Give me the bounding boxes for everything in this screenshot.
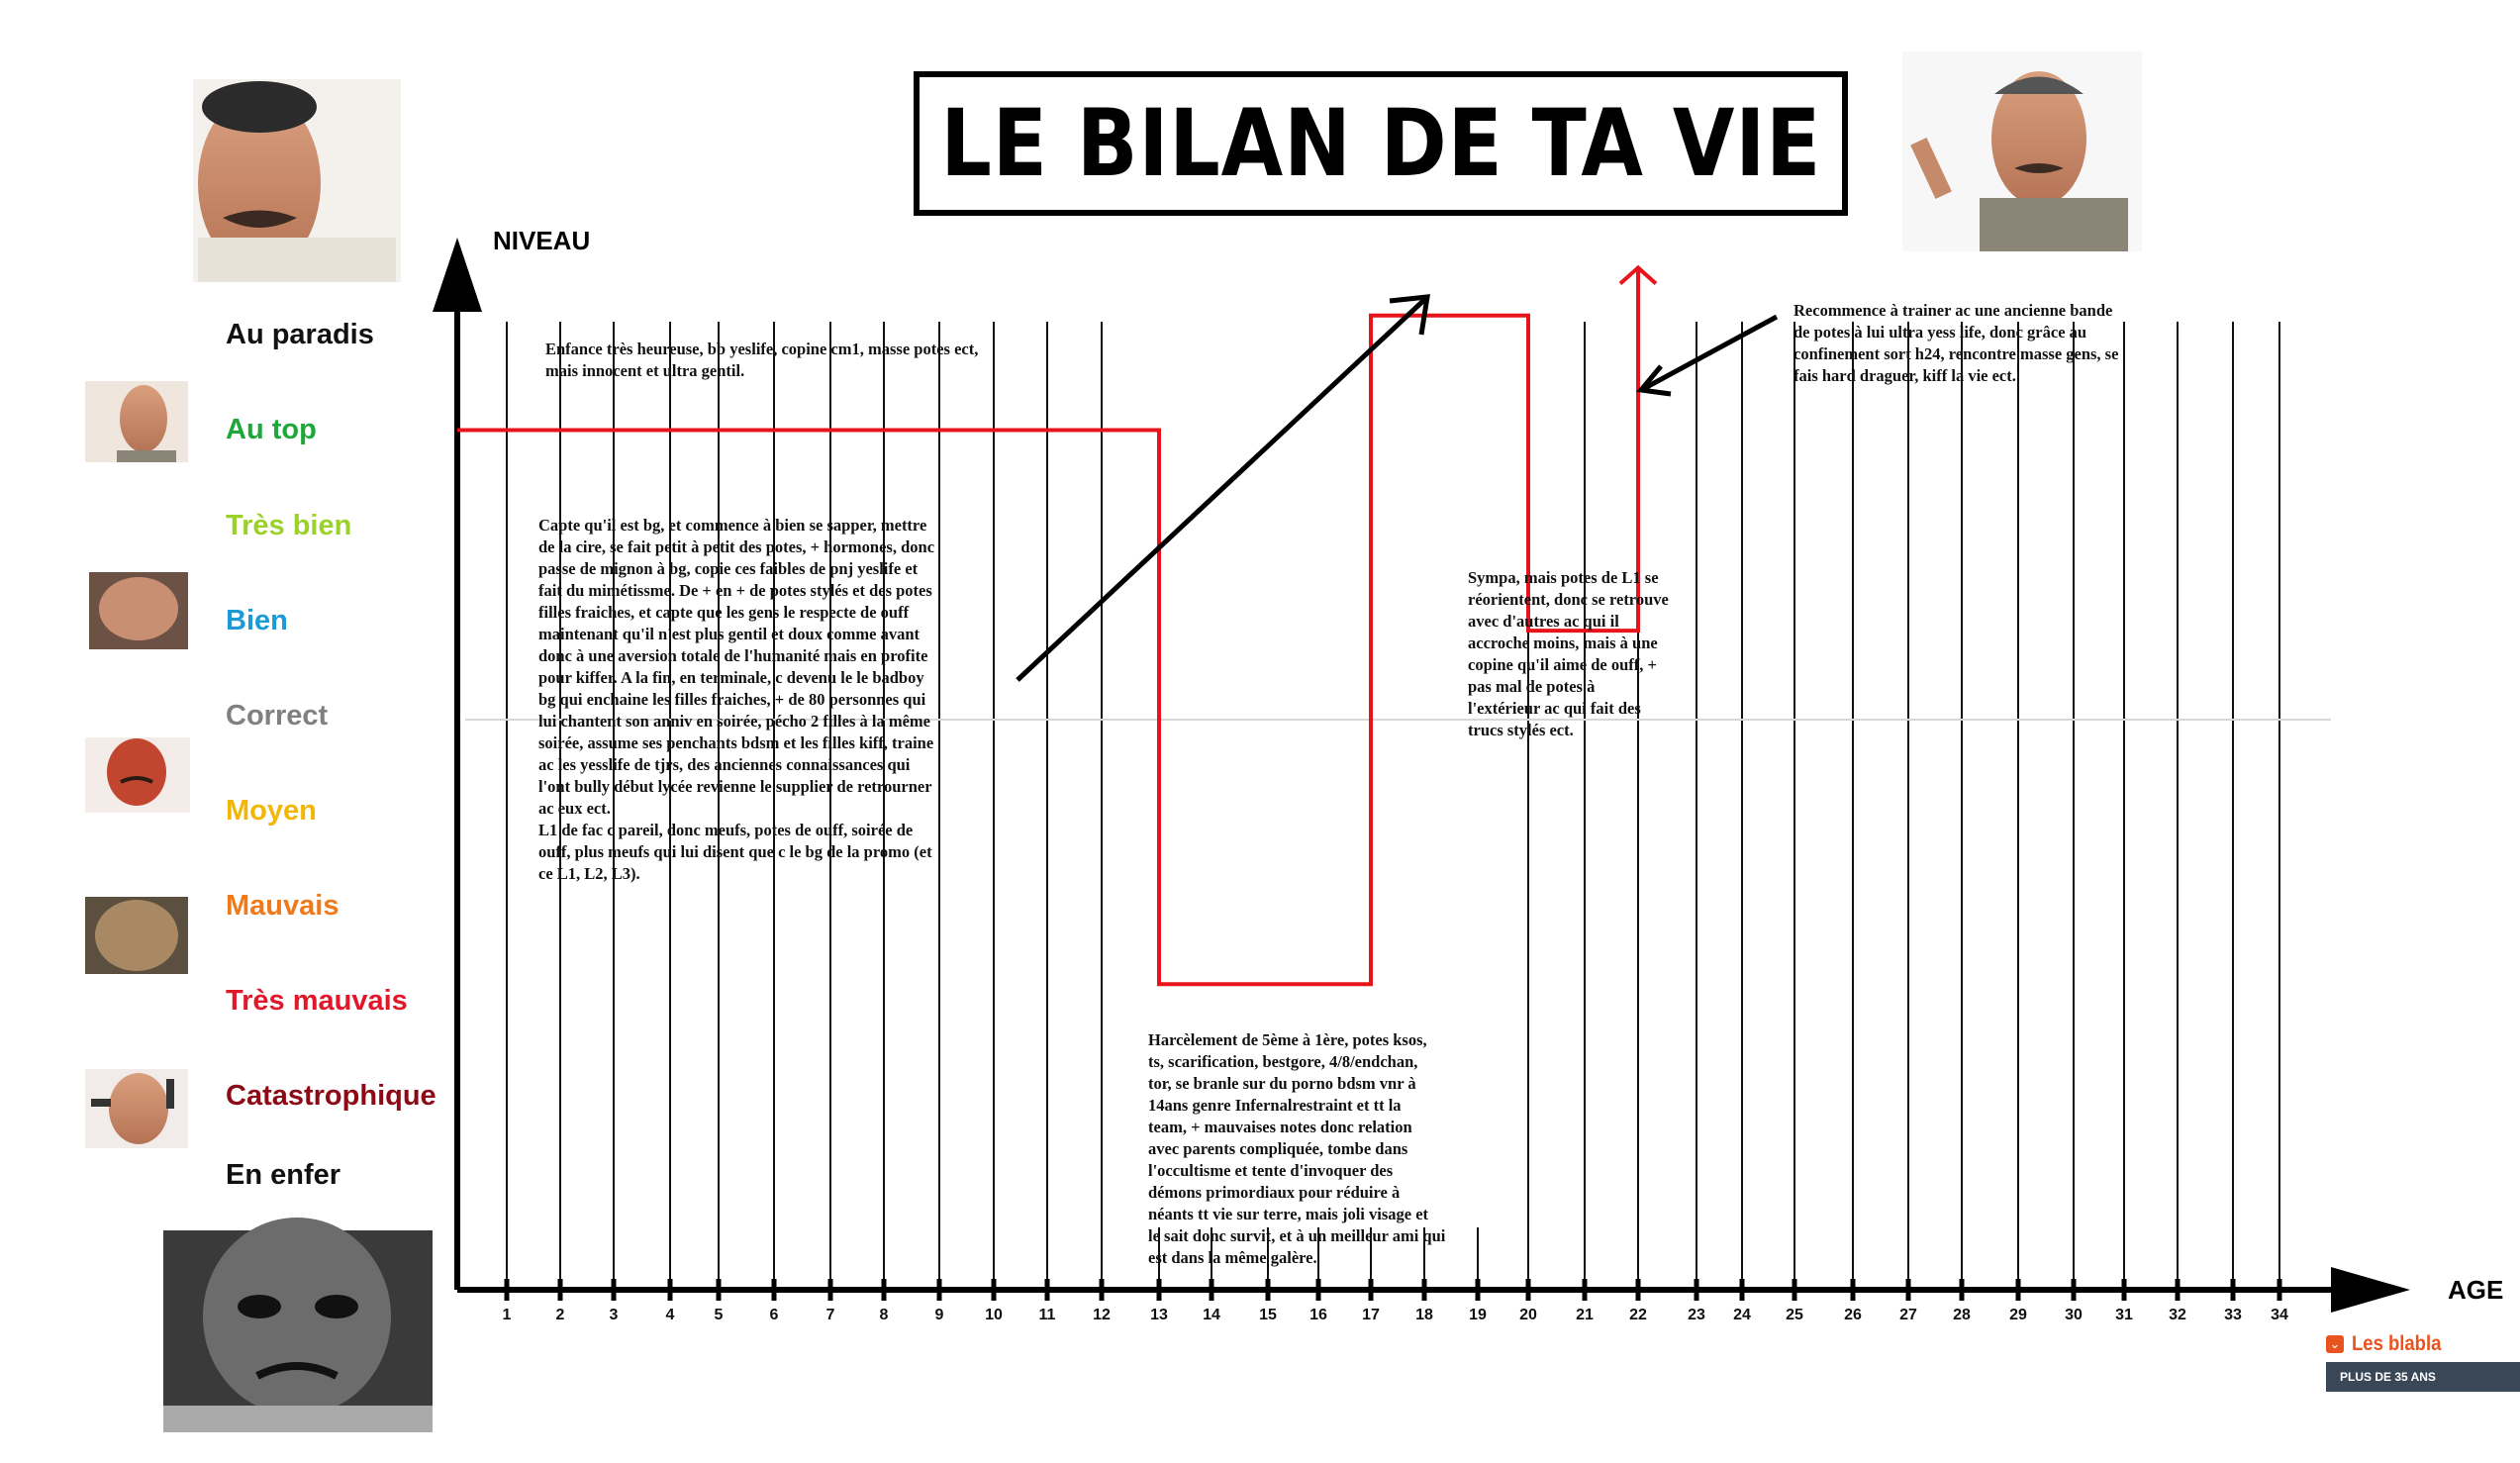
laughing-man-top-face (193, 79, 401, 282)
pointing-man-face (1902, 51, 2142, 251)
level-label-8: Catastrophique (226, 1080, 436, 1112)
forum-badge[interactable] (2326, 1326, 2520, 1392)
chevron-down-icon: ⌄ (2326, 1335, 2344, 1353)
badge-title: Les blabla (2352, 1332, 2442, 1355)
x-tick-label-31: 31 (2115, 1307, 2133, 1323)
x-tick-label-5: 5 (714, 1307, 724, 1323)
x-tick-label-8: 8 (879, 1307, 889, 1323)
x-tick-label-25: 25 (1786, 1307, 1803, 1323)
x-tick-label-19: 19 (1469, 1307, 1487, 1323)
x-tick-label-20: 20 (1519, 1307, 1537, 1323)
x-tick-label-6: 6 (769, 1307, 779, 1323)
annotation-highschool: Capte qu'il est bg, et commence à bien se sapper, mettre de la cire, se fait petit à petit des potes, + hormones, donc passe de mignon à bg, copie ces faibles de pnj yeslife et fait du mimétissme. De + en + de potes stylés et des potes filles fraiches, et capte que les gens le respecte de ouff maintenant qu'il n'est plus gentil et doux comme avant donc à une aversion totale de l'humanité mais en profite pour kiffer. A la fin, en terminale, c devenu le le badboy bg qui enchaine les filles fraiches, + de 80 personnes qui lui chantent son anniv en soirée, pécho 2 filles à la même soirée, assume ses penchants bdsm et les filles kiff, traine ac les yesslife de tjrs, des anciennes connaissances qui l'ont bully début lycée revienne le supplier de retrourner ac eux ect. L1 de fac c pareil, donc meufs, potes de ouff, soirée de ouff, plus meufs qui lui disent que c le bg de la promo (et ce L1, L2, L3). (538, 516, 935, 883)
x-tick-label-34: 34 (2271, 1307, 2288, 1323)
level-label-5: Moyen (226, 795, 317, 827)
level-label-6: Mauvais (226, 890, 339, 922)
x-tick-label-26: 26 (1844, 1307, 1862, 1323)
annotation-university: Sympa, mais potes de L1 se réorientent, donc se retrouve avec d'autres ac qui il accroche moins, mais à une copine qu'il aime de ouff, + pas mal de potes à l'extérieur ac qui fait des trucs stylés ect. (1468, 568, 1669, 739)
annotation-childhood: Enfance très heureuse, bb yeslife, copine cm1, masse potes ect, mais innocent et ultra gentil. (545, 340, 979, 380)
x-tick-label-12: 12 (1093, 1307, 1111, 1323)
arrow-to-recovery (1643, 317, 1777, 389)
chart-title: LE BILAN DE TA VIE (940, 89, 1821, 198)
y-axis-label: NIVEAU (493, 226, 591, 255)
x-tick-label-3: 3 (609, 1307, 619, 1323)
title-box (914, 71, 1848, 216)
meme-faces (85, 51, 2142, 1432)
x-tick-label-4: 4 (665, 1307, 675, 1323)
level-label-1: Au top (226, 414, 317, 445)
level-label-2: Très bien (226, 510, 352, 541)
annotation-recovery: Recommence à trainer ac une ancienne bande de potes à lui ultra yess life, donc grâce au confinement sort h24, rencontre masse gens, se fais hard draguer, kiff la vie ect. (1793, 301, 2119, 385)
x-tick-label-16: 16 (1309, 1307, 1327, 1323)
x-tick-label-18: 18 (1415, 1307, 1433, 1323)
level-label-0: Au paradis (226, 319, 374, 350)
hell-face (163, 1218, 433, 1432)
level-label-4: Correct (226, 700, 329, 732)
annotation-middle-school: Harcèlement de 5ème à 1ère, potes ksos, ts, scarification, bestgore, 4/8/endchan, tor, se branle sur du porno bdsm vnr à 14ans genre Infernalrestraint et tt la team, + mauvaises notes donc relation avec parents compliquée, tombe dans l'occultisme et tente d'invoquer des démons primordiaux pour réduire à néants tt vie sur terre, mais joli visage et le sait donc survit, et à un meilleur ami qui est dans la même galère. (1148, 1030, 1446, 1267)
level-label-3: Bien (226, 605, 288, 636)
x-tick-label-13: 13 (1150, 1307, 1168, 1323)
x-tick-label-2: 2 (555, 1307, 565, 1323)
x-axis-label: AGE (2448, 1275, 2504, 1305)
level-label-7: Très mauvais (226, 985, 408, 1017)
x-tick-label-33: 33 (2224, 1307, 2242, 1323)
level-label-9: En enfer (226, 1159, 341, 1191)
x-tick-label-1: 1 (502, 1307, 512, 1323)
x-tick-label-32: 32 (2169, 1307, 2186, 1323)
x-tick-label-9: 9 (934, 1307, 944, 1323)
y-axis-arrowhead (433, 238, 482, 312)
x-tick-label-11: 11 (1038, 1307, 1056, 1323)
arrow-to-peak (1018, 299, 1425, 680)
x-tick-label-23: 23 (1688, 1307, 1705, 1323)
x-tick-label-30: 30 (2065, 1307, 2083, 1323)
x-tick-label-29: 29 (2009, 1307, 2027, 1323)
x-tick-label-17: 17 (1362, 1307, 1380, 1323)
x-tick-label-7: 7 (825, 1307, 835, 1323)
sad-face (85, 897, 188, 974)
x-tick-label-28: 28 (1953, 1307, 1971, 1323)
shocked-face (85, 1069, 188, 1148)
x-tick-label-27: 27 (1899, 1307, 1917, 1323)
x-axis-arrowhead (2331, 1267, 2410, 1313)
small-pointing-face (85, 381, 188, 462)
x-tick-label-10: 10 (985, 1307, 1003, 1323)
x-tick-label-22: 22 (1629, 1307, 1647, 1323)
x-tick-label-15: 15 (1259, 1307, 1277, 1323)
laughing-red-face (85, 737, 190, 813)
x-tick-label-21: 21 (1576, 1307, 1594, 1323)
smiling-face (89, 572, 188, 649)
x-tick-label-24: 24 (1733, 1307, 1751, 1323)
x-tick-label-14: 14 (1203, 1307, 1220, 1323)
badge-subtitle: PLUS DE 35 ANS (2326, 1362, 2520, 1392)
